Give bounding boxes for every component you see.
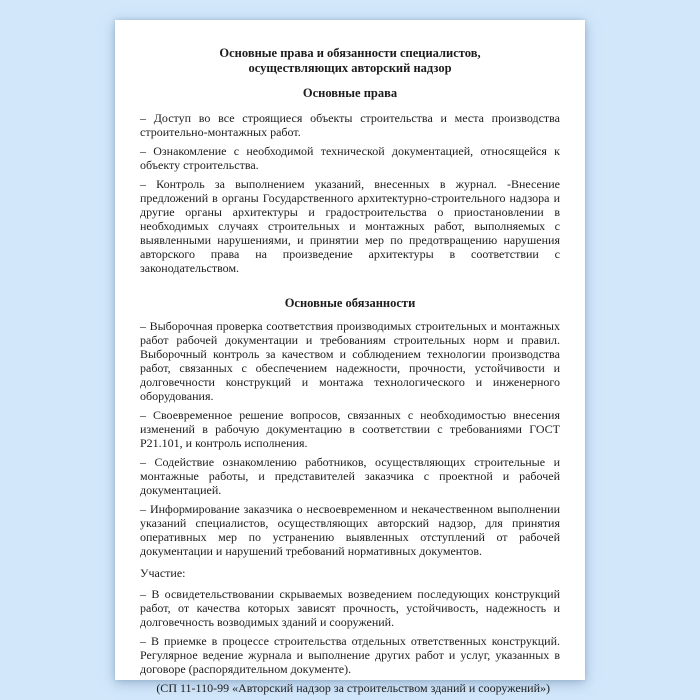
duties-paragraph-changes: – Своевременное решение вопросов, связанных с необходимостью внесения изменений в рабочую документацию в соответствии с требованиями ГОСТ Р21.101, и контроль исполнения. [140, 408, 560, 450]
rights-paragraph-control: – Контроль за выполнением указаний, внесенных в журнал. -Внесение предложений в органы Государственного архитектурно-строительного надзора и другие органы архитектуры и градостроительства о приостановлении в необходимых случаях строительных и монтажных работ, выполняемых с выявленными нарушениями, и принятии мер по предотвращению нарушения авторского права на произведение архитектуры в соответствии с законодательством. [140, 177, 560, 275]
duties-paragraph-informing: – Информирование заказчика о несвоевременном и некачественном выполнении указаний специалистов, осуществляющих авторский надзор, для принятия оперативных мер по устранению выявленных отступлений от рабочей документации и нарушений требований нормативных документов. [140, 502, 560, 558]
duties-paragraph-assistance: – Содействие ознакомлению работников, осуществляющих строительные и монтажные работы, и представителей заказчика с проектной и рабочей документацией. [140, 455, 560, 497]
page-title-line2: осуществляющих авторский надзор [248, 61, 452, 75]
section-heading-rights: Основные права [302, 86, 398, 100]
page-title-line1: Основные права и обязанности специалистов, [219, 46, 481, 60]
duties-paragraph-inspection: – Выборочная проверка соответствия производимых строительных и монтажных работ рабочей документации и требованиям строительных норм и правил. Выборочный контроль за качеством и соблюдением технологии производства работ, связанных с обеспечением надежности, прочности, устойчивости и долговечности конструкций и монтажа технологического и инженерного оборудования. [140, 319, 560, 403]
section-heading-duties: Основные обязанности [284, 296, 416, 310]
participation-label: Участие: [140, 566, 186, 580]
document-page [115, 20, 585, 695]
footer-reference: (СП 11-110-99 «Авторский надзор за строительством зданий и сооружений») [156, 681, 550, 695]
rights-paragraph-documentation: – Ознакомление с необходимой технической документацией, относящейся к объекту строительства. [140, 144, 560, 172]
rights-paragraph-access: – Доступ во все строящиеся объекты строительства и места производства строительно-монтажных работ. [140, 111, 560, 139]
participation-item-acceptance: – В приемке в процессе строительства отдельных ответственных конструкций. Регулярное ведение журнала и выполнение других работ и услуг, указанных в договоре (распорядительном документе). [140, 634, 560, 676]
page-title [140, 46, 560, 76]
participation-item-hidden-works: – В освидетельствовании скрываемых возведением последующих конструкций работ, от качества которых зависят прочность, устойчивость, надежность и долговечность возводимых зданий и сооружений. [140, 587, 560, 629]
